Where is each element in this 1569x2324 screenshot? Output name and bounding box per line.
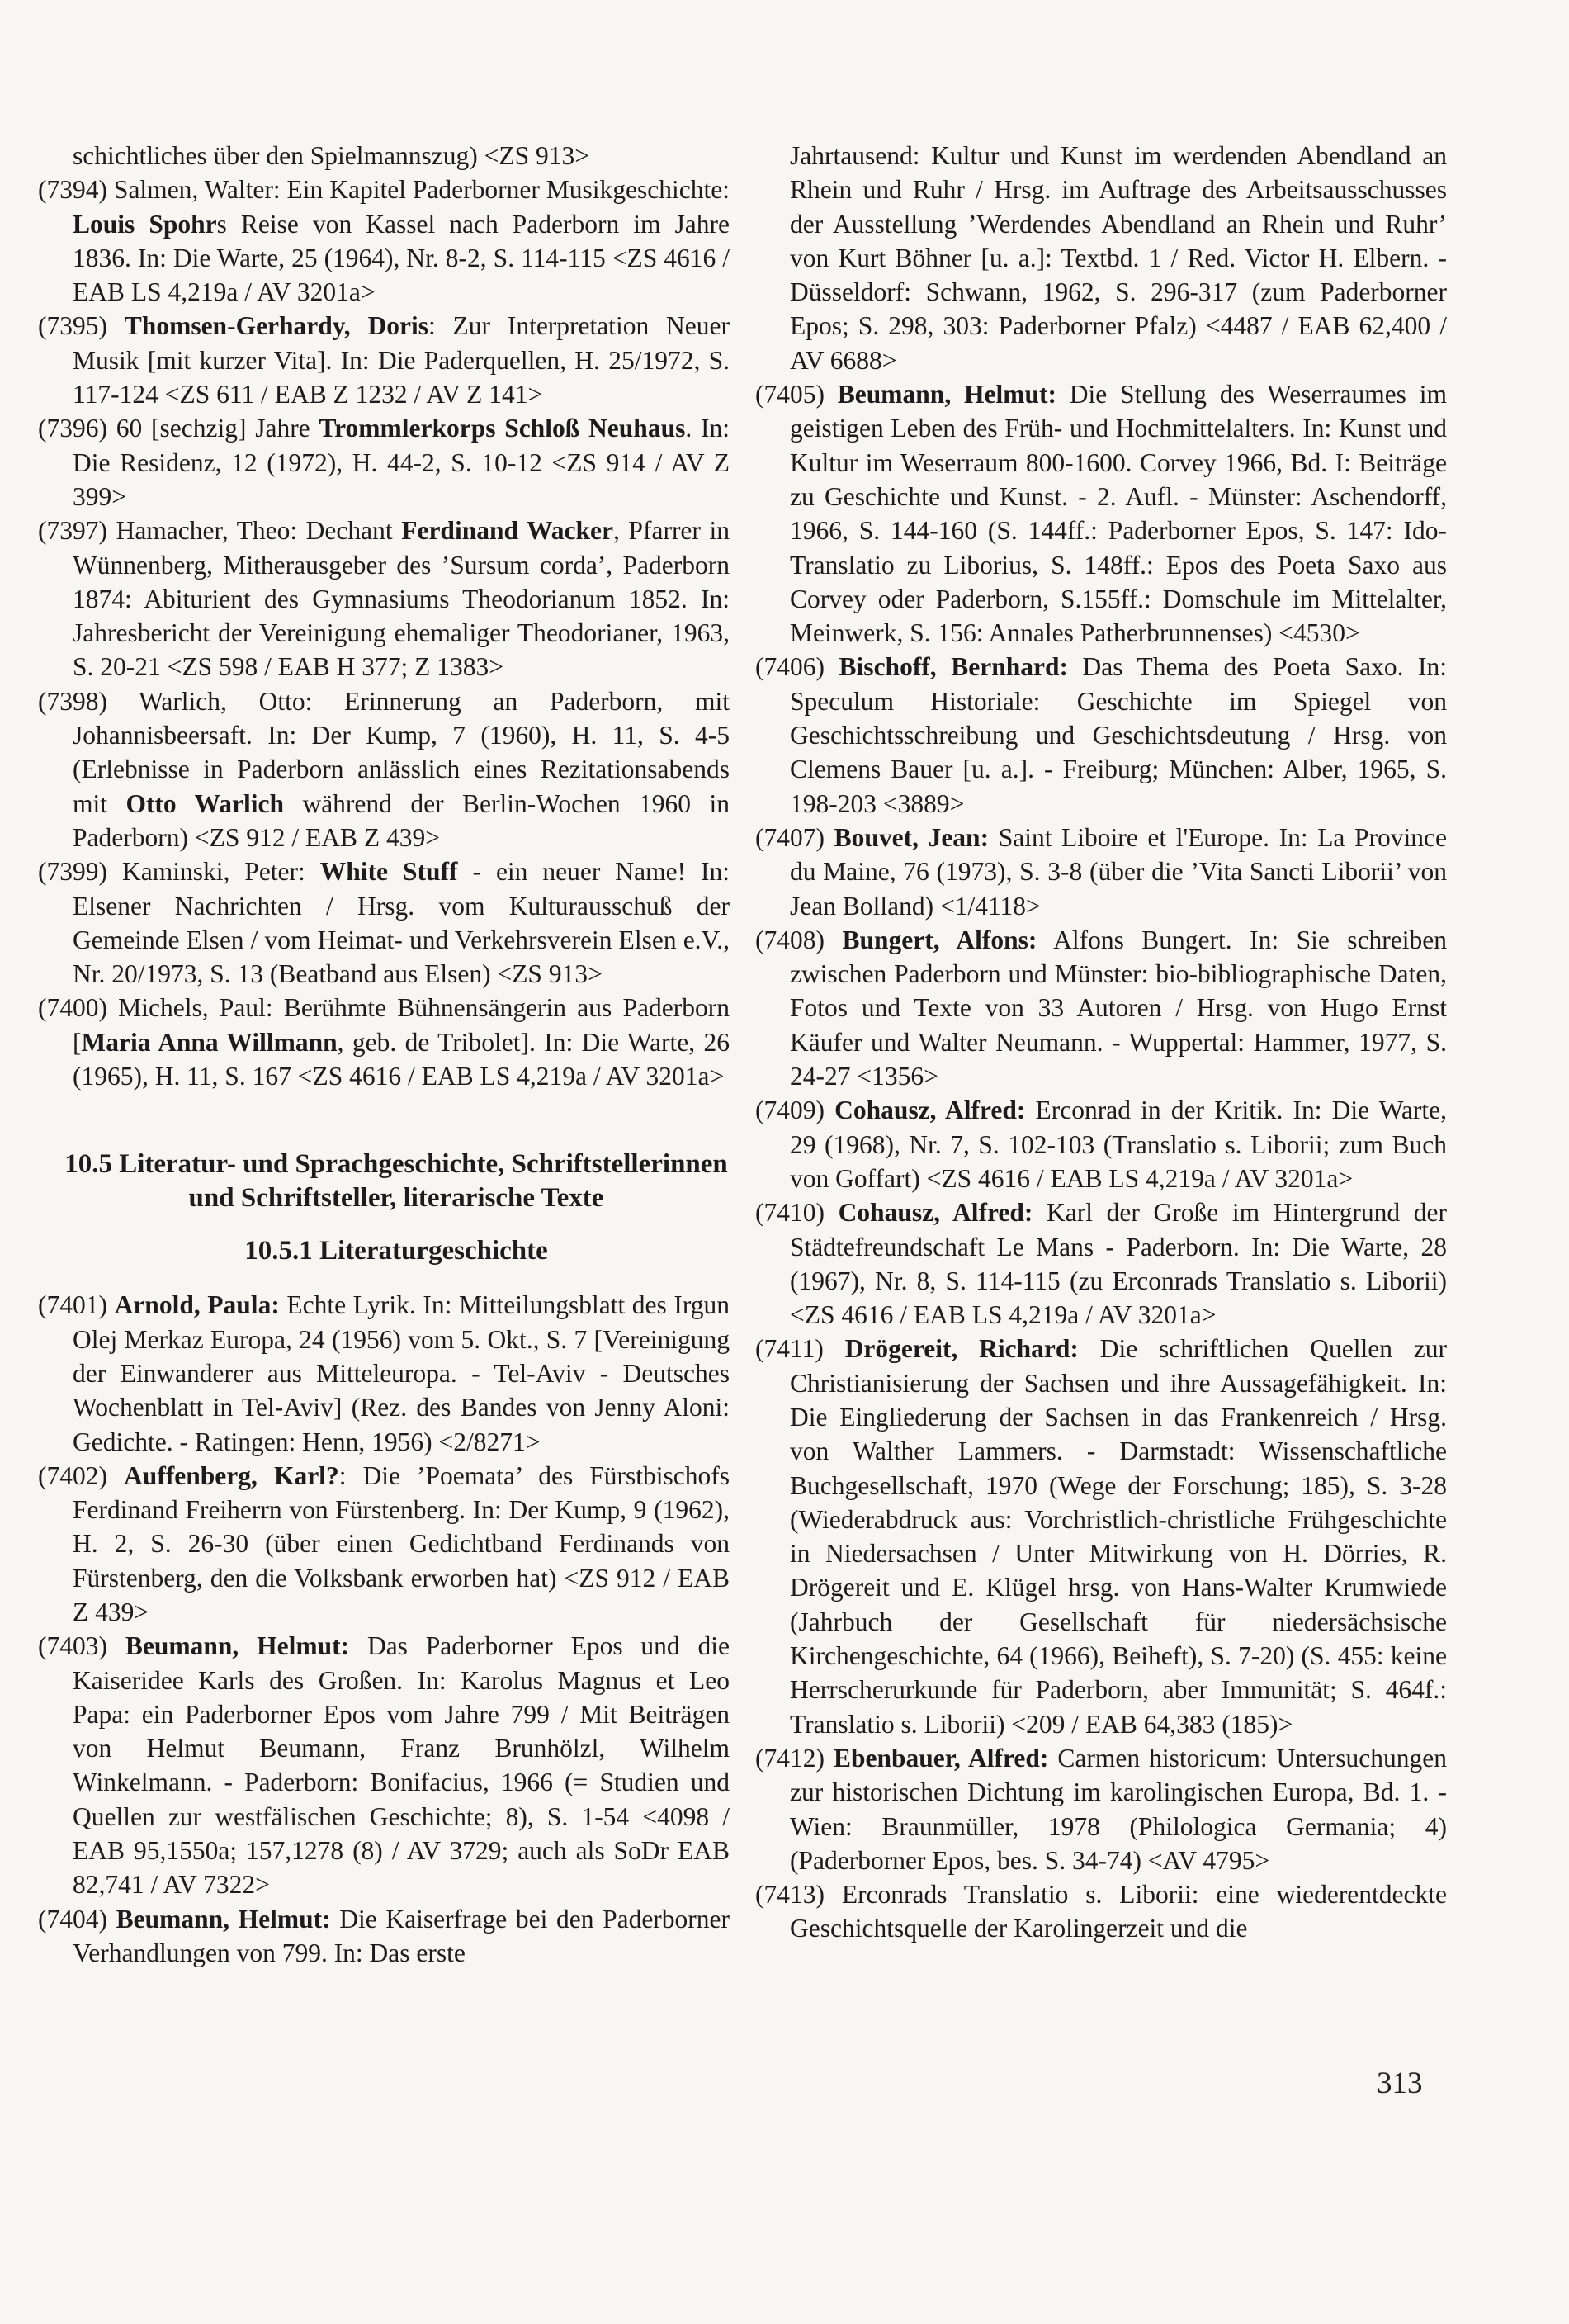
entry-text <box>825 925 842 954</box>
entry-number: (7396) <box>38 414 107 443</box>
entry-text: Die Kaiserfrage bei den Paderborner Verhandlungen von 799. In: Das erste <box>73 1904 730 1967</box>
bibliography-entry <box>755 1195 1447 1332</box>
bibliography-entry <box>755 821 1447 923</box>
entry-text <box>825 1096 834 1124</box>
entry-highlight: Beumann, Helmut: <box>837 380 1056 409</box>
entry-text: Das Thema des Poeta Saxo. In: Speculum Historiale: Geschichte im Spiegel von Geschichtsschreibung und Geschichtsdeutung / Hrsg. von Clemens Bauer [u. a.]. - Freiburg; München: Alber, 1965, S. 198-203 <3889> <box>790 652 1448 818</box>
entry-text <box>825 1198 839 1227</box>
bibliography-entry <box>38 1902 730 1971</box>
entry-text <box>107 1461 124 1490</box>
entry-text: Warlich, Otto: Erinnerung an Paderborn, mit Johannisbeersaft. In: Der Kump, 7 (1960), H. 11, S. 4-5 (Erlebnisse in Paderborn anlässlich eines Rezitationsabends mit <box>73 686 730 818</box>
entry-highlight: Cohausz, Alfred: <box>838 1198 1033 1228</box>
entry-highlight: Bouvet, Jean: <box>834 822 990 852</box>
entry-text: Salmen, Walter: Ein Kapitel Paderborner Musikgeschichte: <box>106 175 730 205</box>
entry-text: Karl der Große im Hintergrund der Städtefreundschaft Le Mans - Paderborn. In: Die Warte, 28 (1967), Nr. 8, S. 114-115 (zu Erconrads Translatio s. Liborii) <ZS 4616 / EAB LS 4,219a / AV 3201a> <box>790 1198 1448 1330</box>
entry-number: (7413) <box>755 1880 825 1910</box>
bibliography-entry <box>755 1332 1447 1741</box>
entry-number: (7410) <box>755 1198 825 1228</box>
entry-highlight: Bungert, Alfons: <box>842 925 1037 954</box>
entry-highlight: Beumann, Helmut: <box>125 1631 350 1661</box>
entry-text: s Reise von Kassel nach Paderborn im Jahre 1836. In: Die Warte, 25 (1964), Nr. 8-2, S. 114-115 <ZS 4616 / EAB LS 4,219a / AV 3201a> <box>73 209 730 307</box>
entry-highlight: Bischoff, Bernhard: <box>839 652 1068 682</box>
left-entries <box>38 139 730 1093</box>
entry-text: Saint Liboire et l'Europe. In: La Province du Maine, 76 (1973), S. 3-8 (über die ’Vita Sancti Liborii’ von Jean Bolland) <1/4118> <box>790 822 1447 921</box>
entry-highlight: Drögereit, Richard: <box>844 1334 1079 1364</box>
entry-text: Echte Lyrik. In: Mitteilungsblatt des Irgun Olej Merkaz Europa, 24 (1956) vom 5. Okt., S. 7 [Vereinigung der Einwanderer aus Mitteleuropa. - Tel-Aviv - Deutsches Wochenblatt in Tel-Aviv] (Rez. des Bandes von Jenny Aloni: Gedichte. - Ratingen: Henn, 1956) <2/8271> <box>73 1290 730 1456</box>
entry-number: (7402) <box>38 1460 107 1490</box>
entry-number: (7400) <box>38 993 107 1023</box>
entry-text <box>107 311 125 340</box>
entry-text: Alfons Bungert. In: Sie schreiben zwischen Paderborn und Münster: bio-bibliographische Daten, Fotos und Texte von 33 Autoren / Hrsg. von Hugo Ernst Käufer und Walter Neumann. - Wuppertal: Hammer, 1977, S. 24-27 <1356> <box>790 925 1448 1091</box>
bibliography-entry <box>755 1741 1447 1877</box>
entry-number: (7403) <box>38 1631 107 1661</box>
right-entries <box>755 139 1447 1946</box>
entry-highlight: Louis Spohr <box>73 209 217 239</box>
entry-text: Erconrad in der Kritik. In: Die Warte, 29 (1968), Nr. 7, S. 102-103 (Translatio s. Liborii; zum Buch von Goffart) <ZS 4616 / EAB LS 4,219a / AV 3201a> <box>790 1096 1448 1193</box>
left-entries-after <box>38 1288 730 1970</box>
entry-number: (7411) <box>755 1334 824 1364</box>
entry-text: Kaminski, Peter: <box>106 857 320 887</box>
page-number: 313 <box>1377 2066 1423 2100</box>
entry-highlight: Trommlerkorps Schloß Neuhaus <box>319 414 686 443</box>
entry-highlight: Ferdinand Wacker <box>401 516 613 546</box>
entry-number: (7397) <box>38 516 107 546</box>
bibliography-entry <box>755 923 1447 1093</box>
entry-text: während der Berlin-Wochen 1960 in Paderborn) <ZS 912 / EAB Z 439> <box>73 788 730 852</box>
entry-number: (7399) <box>38 857 107 887</box>
entry-text: Das Paderborner Epos und die Kaiseridee Karls des Großen. In: Karolus Magnus et Leo Papa: ein Paderborner Epos vom Jahre 799 / Mit Beiträgen von Helmut Beumann, Franz Brunhölzl, Wilhelm Winkelmann. - Paderborn: Bonifacius, 1966 (= Studien und Quellen zur westfälischen Geschichte; 8), S. 1-54 <4098 / EAB 95,1550a; 157,1278 (8) / AV 3729; auch als SoDr EAB 82,741 / AV 7322> <box>73 1631 730 1900</box>
bibliography-entry <box>38 1459 730 1629</box>
entry-number: (7394) <box>38 175 107 205</box>
entry-highlight: White Stuff <box>319 857 458 887</box>
entry-text <box>825 1744 834 1773</box>
entry-text: . In: Die Residenz, 12 (1972), H. 44-2, S. 10-12 <ZS 914 / AV Z 399> <box>73 414 730 511</box>
entry-text <box>825 652 839 681</box>
subsection-heading: 10.5.1 Literaturgeschichte <box>244 1236 548 1266</box>
entry-number: (7401) <box>38 1290 107 1320</box>
entry-text: Michels, Paul: Berühmte Bühnensängerin aus Paderborn [ <box>73 993 730 1057</box>
bibliography-entry <box>38 173 730 309</box>
section-heading: 10.5 Literatur- und Sprachgeschichte, Schriftstellerinnen und Schriftsteller, literarische Texte <box>64 1149 728 1214</box>
bibliography-entry <box>38 991 730 1093</box>
bibliography-entry <box>38 1629 730 1901</box>
entry-number: (7404) <box>38 1904 107 1934</box>
bibliography-entry <box>38 309 730 411</box>
entry-text: Hamacher, Theo: Dechant <box>106 516 402 546</box>
entry-number: (7405) <box>755 380 825 409</box>
entry-text: : Zur Interpretation Neuer Musik [mit kurzer Vita]. In: Die Paderquellen, H. 25/1972, S. 117-124 <ZS 611 / EAB Z 1232 / AV Z 141> <box>73 311 730 409</box>
bibliography-entry <box>755 650 1447 820</box>
left-column <box>38 139 730 1970</box>
entry-text: Die Stellung des Weserraumes im geistigen Leben des Früh- und Hochmittelalters. In: Kunst und Kultur im Weserraum 800-1600. Corvey 1966, Bd. I: Beiträge zu Geschichte und Kunst. - 2. Aufl. - Münster: Aschendorff, 1966, S. 144-160 (S. 144ff.: Paderborner Epos, S. 147: Ido-Translatio zu Liborius, S. 148ff.: Epos des Poeta Saxo aus Corvey oder Paderborn, S.155ff.: Domschule im Mittelalter, Meinwerk, S. 156: Annales Patherbrunnenses) <4530> <box>790 380 1447 648</box>
bibliography-entry <box>755 139 1447 377</box>
entry-text <box>107 1631 125 1660</box>
bibliography-entry <box>38 684 730 854</box>
bibliography-entry <box>38 514 730 684</box>
entry-text: - ein neuer Name! In: Elsener Nachrichten / Hrsg. vom Kulturausschuß der Gemeinde Elsen / vom Heimat- und Verkehrsverein Elsen e.V., Nr. 20/1973, S. 13 (Beatband aus Elsen) <ZS 913> <box>73 857 730 989</box>
bibliography-entry <box>38 854 730 991</box>
entry-text: : Die ’Poemata’ des Fürstbischofs Ferdinand Freiherrn von Fürstenberg. In: Der Kump, 9 (1962), H. 2, S. 26-30 (über einen Gedichtband Ferdinands von Fürstenberg, den die Volksbank erworben hat) <ZS 912 / EAB Z 439> <box>73 1460 730 1626</box>
entry-number: (7408) <box>755 925 825 954</box>
entry-text <box>107 1905 116 1934</box>
entry-text: schichtliches über den Spielmannszug) <ZS 913> <box>73 141 590 170</box>
right-column <box>755 139 1447 1946</box>
entry-text: Jahrtausend: Kultur und Kunst im werdenden Abendland an Rhein und Ruhr / Hrsg. im Auftrage des Arbeitsausschusses der Ausstellung ’Werdendes Abendland an Rhein und Ruhr’ von Kurt Böhner [u. a.]: Textbd. 1 / Red. Victor H. Elbern. - Düsseldorf: Schwann, 1962, S. 296-317 (zum Paderborner Epos; S. 298, 303: Paderborner Pfalz) <4487 / EAB 62,400 / AV 6688> <box>790 141 1447 375</box>
entry-number: (7412) <box>755 1743 825 1773</box>
entry-text <box>824 1334 845 1363</box>
entry-text <box>825 823 834 852</box>
entry-highlight: Maria Anna Willmann <box>81 1027 338 1057</box>
entry-highlight: Cohausz, Alfred: <box>834 1096 1026 1125</box>
bibliography-entry <box>38 411 730 514</box>
entry-number: (7398) <box>38 686 107 716</box>
entry-number: (7409) <box>755 1096 825 1125</box>
entry-text: Die schriftlichen Quellen zur Christianisierung der Sachsen und ihre Aussagefähigkeit. In: Die Eingliederung der Sachsen in das Frankenreich / Hrsg. von Walther Lammers. - Darmstadt: Wissenschaftliche Buchgesellschaft, 1970 (Wege der Forschung; 185), S. 3-28 (Wiederabdruck aus: Vorchristlich-christliche Frühgeschichte in Niedersachsen / Unter Mitwirkung von H. Dörries, R. Drögereit und E. Klügel hrsg. von Hans-Walter Krumwiede (Jahrbuch der Gesellschaft für niedersächsische Kirchengeschichte, 64 (1966), Beiheft), S. 7-20) (S. 455: keine Herrscherurkunde für Paderborn, aber Immunität; S. 464f.: Translatio s. Liborii) <209 / EAB 64,383 (185)> <box>790 1334 1448 1739</box>
entry-text: 60 [sechzig] Jahre <box>106 414 319 443</box>
entry-text: , geb. de Tribolet]. In: Die Warte, 26 (1965), H. 11, S. 167 <ZS 4616 / EAB LS 4,219a / AV 3201a> <box>73 1027 730 1091</box>
entry-highlight: Otto Warlich <box>125 788 285 818</box>
entry-text: , Pfarrer in Wünnenberg, Mitherausgeber des ’Sursum corda’, Paderborn 1874: Abiturient des Gymnasiums Theodorianum 1852. In: Jahresbericht der Vereinigung ehemaliger Theodorianer, 1963, S. 20-21 <ZS 598 / EAB H 377; Z 1383> <box>73 516 730 682</box>
bibliography-entry <box>755 377 1447 650</box>
entry-highlight: Beumann, Helmut: <box>116 1904 331 1934</box>
entry-text <box>825 380 838 409</box>
entry-highlight: Thomsen-Gerhardy, Doris <box>124 311 428 341</box>
entry-text <box>107 1290 115 1319</box>
entry-highlight: Auffenberg, Karl? <box>124 1460 339 1490</box>
entry-number: (7395) <box>38 311 107 341</box>
entry-text: Erconrads Translatio s. Liborii: eine wiederentdeckte Geschichtsquelle der Karolingerzeit und die <box>790 1880 1447 1943</box>
entry-number: (7407) <box>755 822 825 852</box>
bibliography-entry <box>38 139 730 173</box>
bibliography-entry <box>755 1093 1447 1195</box>
entry-number: (7406) <box>755 652 825 682</box>
entry-highlight: Ebenbauer, Alfred: <box>833 1743 1049 1773</box>
entry-highlight: Arnold, Paula: <box>114 1290 280 1320</box>
bibliography-entry <box>38 1288 730 1458</box>
entry-text: Carmen historicum: Untersuchungen zur historischen Dichtung im karolingischen Europa, Bd. 1. - Wien: Braunmüller, 1978 (Philologica Germania; 4) (Paderborner Epos, bes. S. 34-74) <AV 4795> <box>790 1743 1447 1875</box>
bibliography-entry <box>755 1877 1447 1946</box>
